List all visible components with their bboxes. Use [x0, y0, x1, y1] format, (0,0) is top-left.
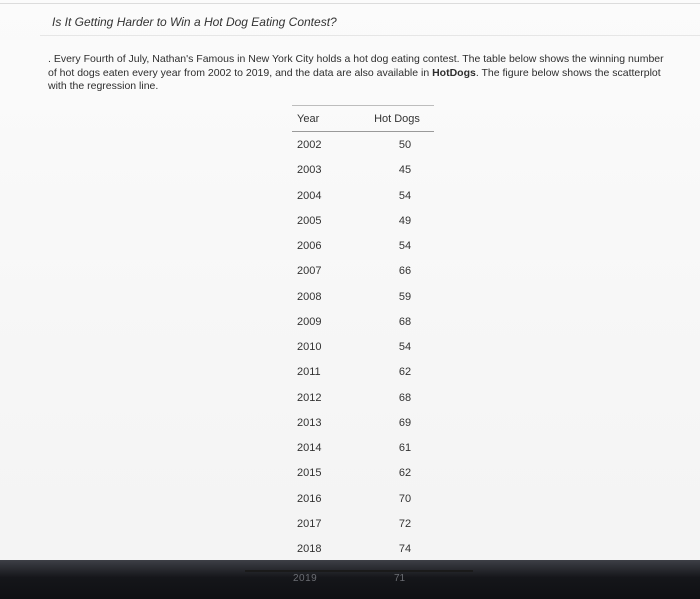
hot-dogs-cell: 70 [398, 493, 412, 505]
year-cell: 2002 [297, 139, 322, 151]
year-cell: 2010 [297, 341, 322, 353]
hot-dogs-cell: 74 [398, 543, 412, 555]
problem-description [48, 53, 672, 94]
year-cell: 2018 [297, 543, 322, 555]
hot-dogs-cell: 62 [398, 366, 412, 378]
year-cell: 2015 [297, 467, 322, 479]
table-header-rule [292, 131, 434, 132]
year-cell: 2004 [297, 190, 322, 202]
hot-dogs-cell: 50 [398, 139, 412, 151]
paragraph-text: Every Fourth of July, Nathan's Famous in New York City holds a hot dog eating contest. The table below shows the winning number of hot dogs eaten every year from 2002 to 2019, and the data are also available in [48, 53, 664, 79]
hot-dogs-cell: 61 [398, 442, 412, 454]
hot-dogs-cell: 68 [398, 316, 412, 328]
header-hot-dogs: Hot Dogs [374, 113, 420, 125]
hot-dogs-cell: 72 [398, 518, 412, 530]
hot-dogs-cell: 54 [398, 240, 412, 252]
table-bottom-rule [245, 570, 473, 572]
year-cell: 2003 [297, 164, 322, 176]
year-cell: 2012 [297, 392, 322, 404]
year-cell: 2007 [297, 265, 322, 277]
hot-dogs-cell: 68 [398, 392, 412, 404]
year-cell: 2008 [297, 291, 322, 303]
top-divider [0, 3, 700, 4]
year-cell: 2013 [297, 417, 322, 429]
hot-dogs-cell: 49 [398, 215, 412, 227]
hot-dogs-cell: 62 [398, 467, 412, 479]
year-cell: 2009 [297, 316, 322, 328]
bottom-dark-band [0, 560, 700, 599]
dataset-name: HotDogs [432, 66, 476, 79]
problem-title: Is It Getting Harder to Win a Hot Dog Eating Contest? [52, 15, 337, 29]
title-divider [40, 35, 700, 36]
year-cell: 2017 [297, 518, 322, 530]
year-cell: 2014 [297, 442, 322, 454]
paragraph-text-end: . The figure below shows the scatterplot with the regression line. [48, 66, 661, 92]
hot-dogs-cell: 54 [398, 341, 412, 353]
cut-off-year: 2019 [293, 573, 318, 584]
table-top-rule [292, 105, 434, 106]
year-cell: 2006 [297, 240, 322, 252]
year-cell: 2016 [297, 493, 322, 505]
hot-dogs-cell: 54 [398, 190, 412, 202]
hot-dogs-cell: 45 [398, 164, 412, 176]
hot-dogs-cell: 66 [398, 265, 412, 277]
paragraph-prefix: . [48, 53, 54, 65]
year-cell: 2011 [297, 366, 321, 378]
header-year: Year [297, 113, 320, 125]
year-cell: 2005 [297, 215, 322, 227]
hot-dogs-cell: 59 [398, 291, 412, 303]
hot-dogs-cell: 69 [398, 417, 412, 429]
cut-off-hot-dogs: 71 [394, 573, 406, 584]
